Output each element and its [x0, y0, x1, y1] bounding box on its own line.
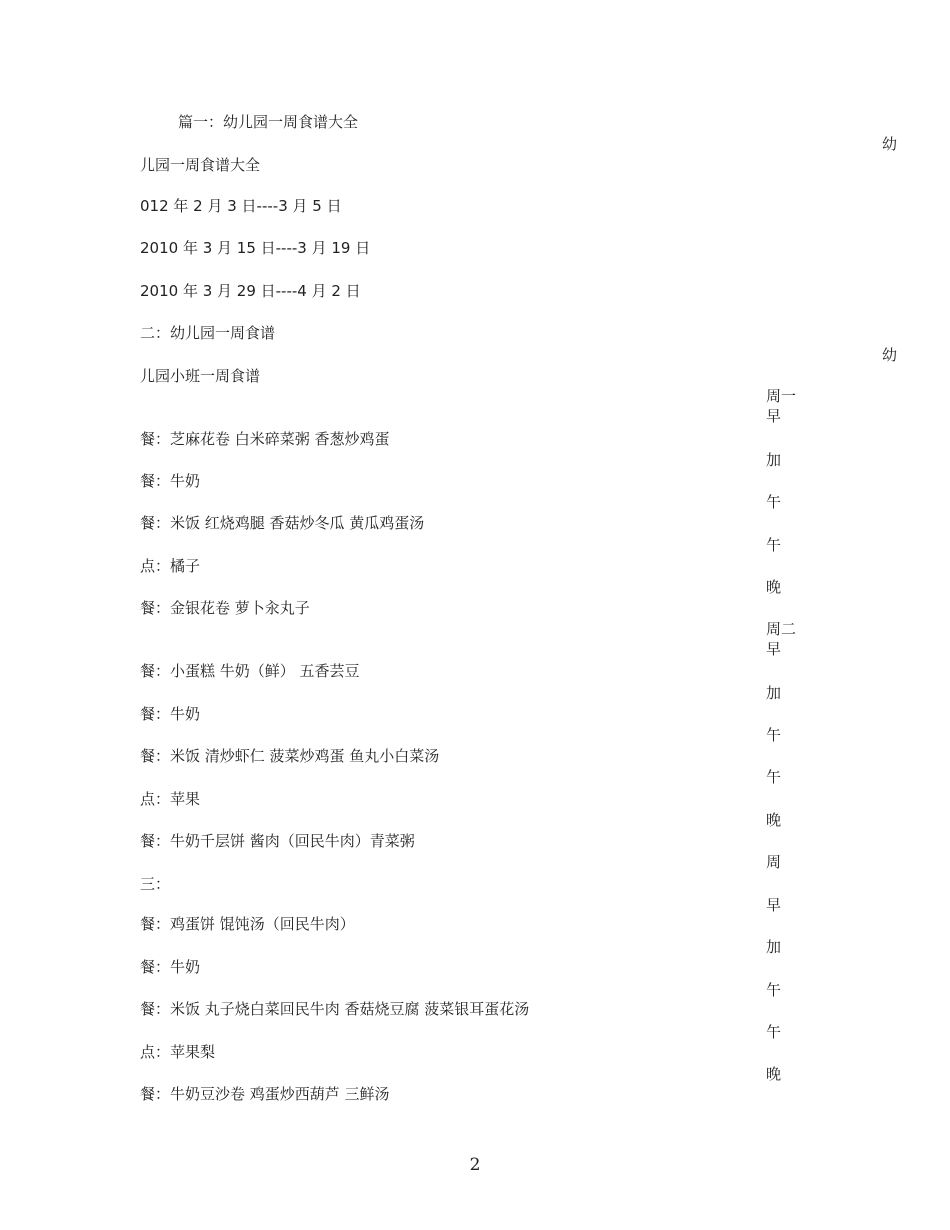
meal-label: 晚 [766, 1065, 782, 1083]
meal-label: 早 [766, 640, 782, 658]
meal-label: 午 [766, 981, 782, 999]
menu-line: 餐：牛奶千层饼 酱肉（回民牛肉）青菜粥 [140, 832, 415, 850]
menu-line: 餐：牛奶豆沙卷 鸡蛋炒西葫芦 三鲜汤 [140, 1085, 390, 1103]
date-range-line: 2010 年 3 月 29 日----4 月 2 日 [140, 282, 361, 300]
menu-line: 点：苹果 [140, 790, 201, 808]
meal-label: 晚 [766, 811, 782, 829]
day-label: 周 [766, 853, 782, 871]
menu-line: 餐：牛奶 [140, 958, 201, 976]
menu-line: 餐：牛奶 [140, 705, 201, 723]
section-heading: 篇一：幼儿园一周食谱大全 [178, 113, 359, 131]
meal-label: 午 [766, 726, 782, 744]
meal-label: 午 [766, 493, 782, 511]
menu-line: 餐：牛奶 [140, 472, 201, 490]
meal-label: 晚 [766, 578, 782, 596]
menu-line: 点：橘子 [140, 557, 201, 575]
page-number: 2 [469, 1155, 481, 1175]
meal-label: 早 [766, 896, 782, 914]
meal-label: 加 [766, 938, 782, 956]
menu-line: 餐：小蛋糕 牛奶（鲜） 五香芸豆 [140, 662, 360, 680]
date-range-line: 2010 年 3 月 15 日----3 月 19 日 [140, 239, 371, 257]
margin-char: 幼 [882, 346, 898, 364]
day-label: 周二 [766, 620, 797, 638]
section-heading: 二：幼儿园一周食谱 [140, 324, 276, 342]
menu-line: 餐：鸡蛋饼 馄饨汤（回民牛肉） [140, 915, 355, 933]
menu-line: 点：苹果梨 [140, 1043, 216, 1061]
meal-label: 午 [766, 768, 782, 786]
menu-line: 餐：金银花卷 萝卜汆丸子 [140, 599, 310, 617]
text-line: 儿园小班一周食谱 [140, 367, 261, 385]
meal-label: 午 [766, 1023, 782, 1041]
menu-line: 餐：米饭 清炒虾仁 菠菜炒鸡蛋 鱼丸小白菜汤 [140, 747, 440, 765]
margin-char: 幼 [882, 135, 898, 153]
text-line: 儿园一周食谱大全 [140, 156, 261, 174]
menu-line: 餐：米饭 丸子烧白菜回民牛肉 香菇烧豆腐 菠菜银耳蛋花汤 [140, 1000, 530, 1018]
text-line: 三： [140, 875, 171, 893]
meal-label: 加 [766, 451, 782, 469]
day-label: 周一 [766, 387, 797, 405]
date-range-line: 012 年 2 月 3 日----3 月 5 日 [140, 197, 342, 215]
menu-line: 餐：米饭 红烧鸡腿 香菇炒冬瓜 黄瓜鸡蛋汤 [140, 514, 425, 532]
meal-label: 早 [766, 407, 782, 425]
menu-line: 餐：芝麻花卷 白米碎菜粥 香葱炒鸡蛋 [140, 430, 390, 448]
meal-label: 加 [766, 684, 782, 702]
meal-label: 午 [766, 536, 782, 554]
